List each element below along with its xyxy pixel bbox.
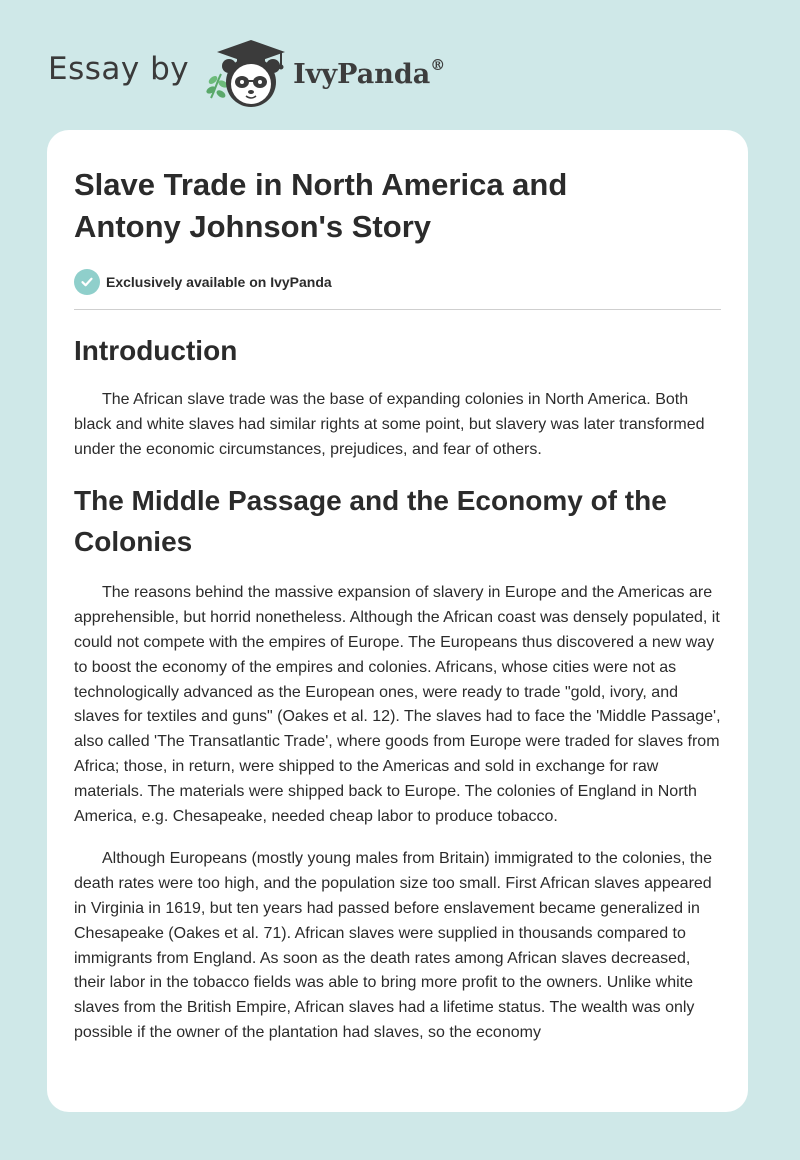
paragraph: The African slave trade was the base of expanding colonies in North America. Both black and white slaves had similar rights at some point, but slavery was later transformed under the economic circumstances, prejudices, and fear of others.: [74, 391, 705, 458]
essay-title-line1: Slave Trade in North America and: [74, 167, 568, 202]
essay-card: [47, 130, 748, 1112]
paragraph: The reasons behind the massive expansion of slavery in Europe and the Americas are apprehensible, but horrid nonetheless. Although the African coast was densely populated, it could not compete with the empires of Europe. The Europeans thus discovered a new way to boost the economy of the empires and colonies. Africans, whose cities were not as technologically advanced as the European ones, were ready to trade "gold, ivory, and slaves for textiles and guns" (Oakes et al. 12). The slaves had to face the 'Middle Passage', also called 'The Transatlantic Trade', where goods from Europe were traded for slaves from Africa; those, in return, were shipped to the Americas and sold in exchange for raw materials. The materials were shipped back to Europe. The colonies of England in North America, e.g. Chesapeake, needed cheap labor to produce tobacco.: [74, 584, 721, 825]
panda-graduate-icon[interactable]: [201, 32, 293, 112]
section-heading-introduction: Introduction: [74, 335, 238, 366]
brand-text: IvyPanda: [293, 58, 431, 90]
essay-title-line2: Antony Johnson's Story: [74, 209, 431, 244]
registered-mark: ®: [430, 55, 446, 74]
essay-title: [74, 164, 721, 248]
exclusive-badge-label: Exclusively available on IvyPanda: [106, 274, 332, 290]
site-header: [48, 32, 445, 112]
brand-name[interactable]: [293, 55, 446, 90]
exclusive-badge: [74, 268, 721, 296]
divider: [74, 309, 721, 310]
check-circle-icon: [74, 269, 100, 295]
essay-by-label: Essay by: [48, 51, 190, 87]
section-heading-middle-passage: The Middle Passage and the Economy of the Colonies: [74, 485, 667, 558]
paragraph: Although Europeans (mostly young males from Britain) immigrated to the colonies, the death rates were too high, and the population size too small. First African slaves appeared in Virginia in 1619, but ten years had passed before enslavement became generalized in Chesapeake (Oakes et al. 71). African slaves were supplied in thousands compared to immigrants from England. As soon as the death rates among African slaves decreased, their labor in the tobacco fields was able to bring more profit to the owners. Unlike white slaves from the British Empire, African slaves had a lifetime status. The wealth was only possible if the owner of the plantation had slaves, so the economy: [74, 850, 713, 1041]
